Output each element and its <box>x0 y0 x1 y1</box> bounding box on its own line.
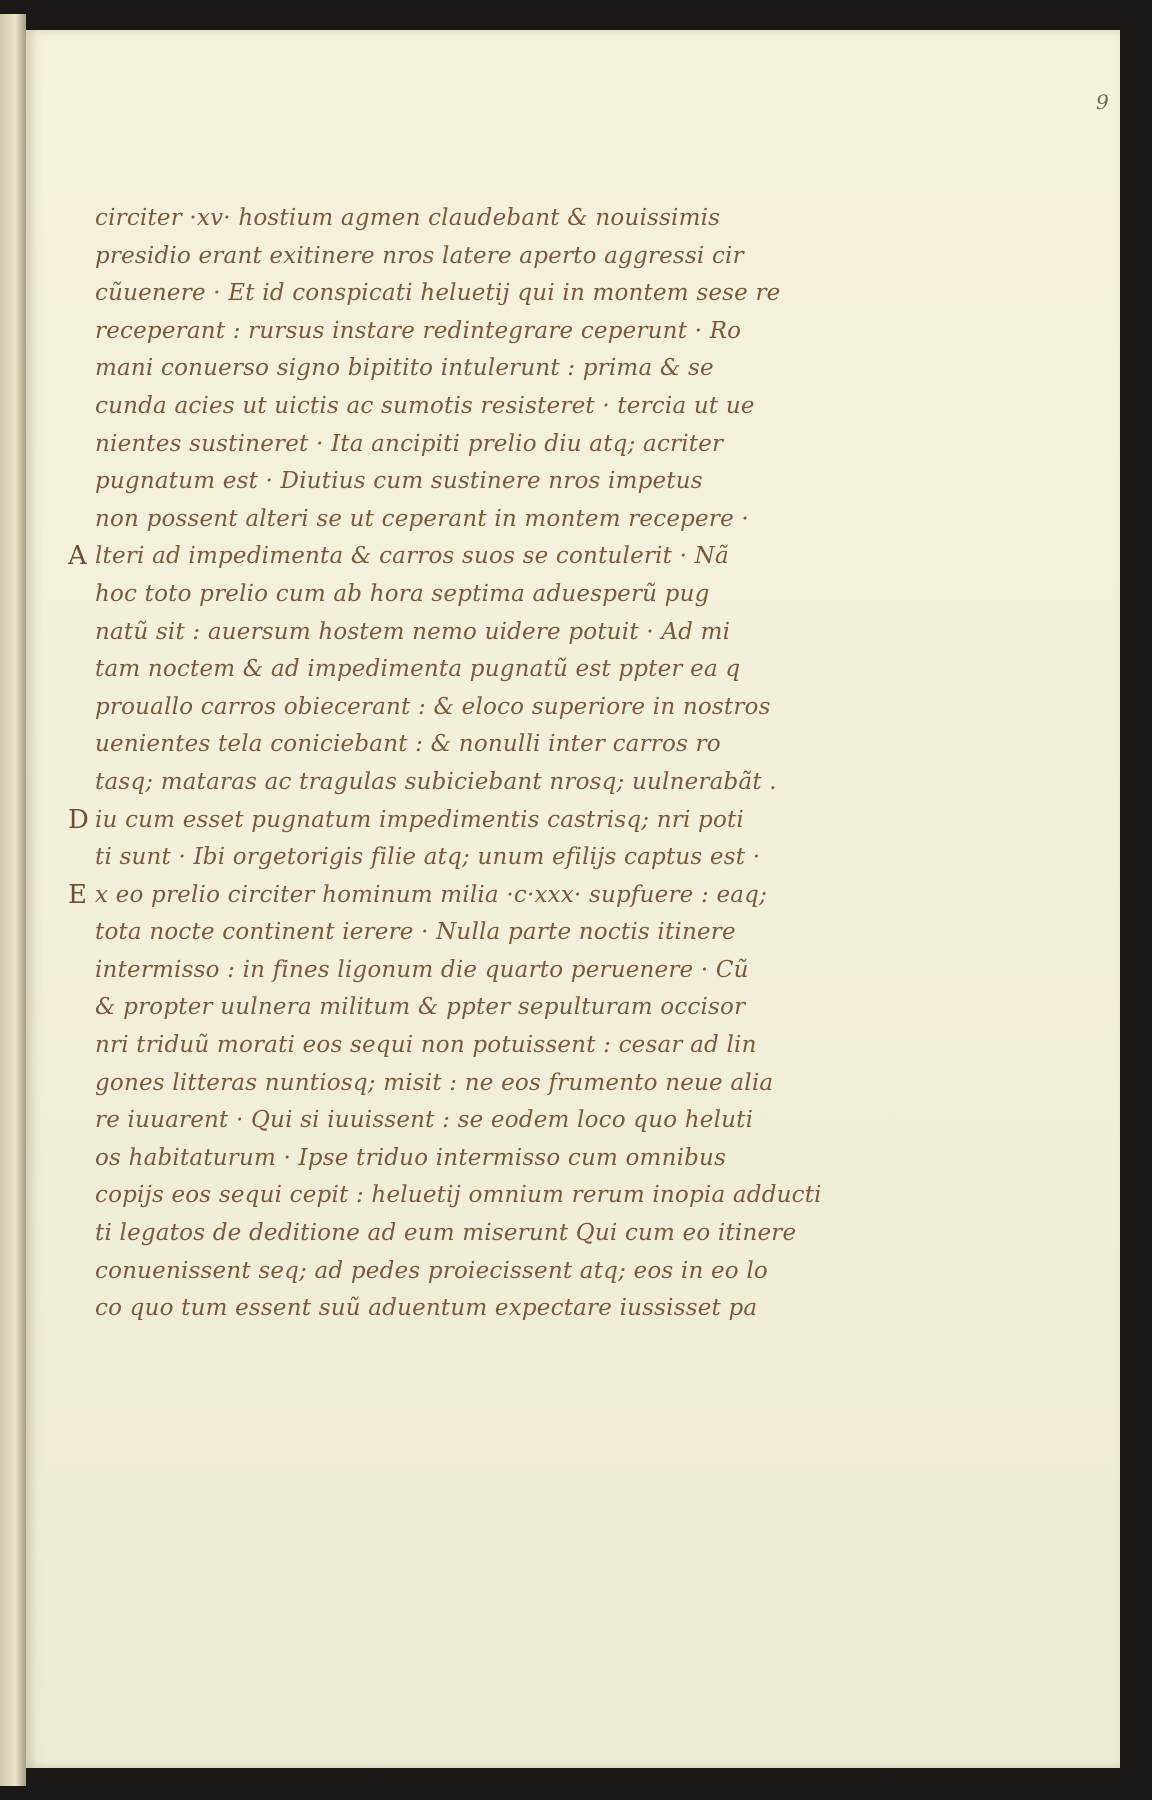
text-line <box>95 952 822 990</box>
line-text: copijs eos sequi cepit : heluetij omnium rerum inopia adducti <box>95 1182 822 1209</box>
text-line <box>95 200 822 238</box>
line-text: uenientes tela coniciebant : & nonulli inter carros ro <box>95 731 721 758</box>
previous-page-edge <box>0 14 26 1786</box>
line-text: gones litteras nuntiosq; misit : ne eos frumento neue alia <box>95 1069 774 1096</box>
text-line <box>68 538 822 576</box>
line-text: iu cum esset pugnatum impedimentis castrisq; nri poti <box>95 806 744 833</box>
line-text: tam noctem & ad impedimenta pugnatũ est ppter ea q <box>95 656 741 683</box>
line-text: os habitaturum · Ipse triduo intermisso cum omnibus <box>95 1144 727 1171</box>
line-text: tasq; mataras ac tragulas subiciebant nrosq; uulnerabãt . <box>95 768 777 795</box>
text-line <box>95 1065 822 1103</box>
text-line <box>95 726 822 764</box>
text-line <box>95 1215 822 1253</box>
line-text: circiter ·xv· hostium agmen claudebant & nouissimis <box>95 205 721 231</box>
text-line <box>95 426 822 464</box>
line-text: prouallo carros obiecerant : & eloco superiore in nostros <box>95 693 771 720</box>
text-line <box>95 1177 822 1215</box>
line-text: presidio erant exitinere nros latere aperto aggressi cir <box>95 242 744 269</box>
line-text: hoc toto prelio cum ab hora septima aduesperũ pug <box>95 580 710 607</box>
text-line <box>95 1102 822 1140</box>
text-line <box>95 275 822 313</box>
text-line <box>68 877 822 915</box>
text-line <box>95 313 822 351</box>
text-line <box>95 576 822 614</box>
text-line <box>95 614 822 652</box>
line-text: cũuenere · Et id conspicati heluetij qui in montem sese re <box>95 280 781 307</box>
line-text: lteri ad impedimenta & carros suos se contulerit · Nã <box>95 543 729 570</box>
line-text: intermisso : in fines ligonum die quarto peruenere · Cũ <box>95 956 749 983</box>
text-line <box>95 501 822 539</box>
line-text: natũ sit : auersum hostem nemo uidere potuit · Ad mi <box>95 618 731 645</box>
line-text: non possent alteri se ut ceperant in montem recepere · <box>95 505 749 532</box>
line-text: x eo prelio circiter hominum milia ·c·xxx· supfuere : eaq; <box>95 881 768 908</box>
text-line <box>95 1253 822 1291</box>
initial-letter: E <box>68 879 88 910</box>
line-text: re iuuarent · Qui si iuuissent : se eodem loco quo heluti <box>95 1107 754 1134</box>
text-line <box>68 802 822 840</box>
line-text: nientes sustineret · Ita ancipiti prelio diu atq; acriter <box>95 430 724 457</box>
text-line <box>95 1290 822 1328</box>
text-line <box>95 1140 822 1178</box>
manuscript-text-block <box>68 200 822 1328</box>
text-line <box>95 350 822 388</box>
text-line <box>95 463 822 501</box>
text-line <box>95 839 822 877</box>
line-text: mani conuerso signo bipitito intulerunt : prima & se <box>95 355 714 382</box>
line-text: conuenissent seq; ad pedes proiecissent atq; eos in eo lo <box>95 1257 768 1284</box>
initial-letter: A <box>68 541 87 572</box>
line-text: receperant : rursus instare redintegrare ceperunt · Ro <box>95 317 742 344</box>
text-line <box>95 238 822 276</box>
line-text: cunda acies ut uictis ac sumotis resisteret · tercia ut ue <box>95 392 755 419</box>
initial-letter: D <box>68 804 90 835</box>
line-text: co quo tum essent suũ aduentum expectare iussisset pa <box>95 1295 758 1322</box>
text-line <box>95 388 822 426</box>
line-text: ti sunt · Ibi orgetorigis filie atq; unum efilijs captus est · <box>95 844 761 871</box>
text-line <box>95 651 822 689</box>
folio-number: 9 <box>1096 90 1109 114</box>
text-line <box>95 764 822 802</box>
line-text: tota nocte continent ierere · Nulla parte noctis itinere <box>95 919 736 946</box>
text-line <box>95 689 822 727</box>
line-text: ti legatos de deditione ad eum miserunt Qui cum eo itinere <box>95 1220 797 1247</box>
text-line <box>95 989 822 1027</box>
text-line <box>95 914 822 952</box>
line-text: nri triduũ morati eos sequi non potuissent : cesar ad lin <box>95 1032 757 1059</box>
line-text: pugnatum est · Diutius cum sustinere nros impetus <box>95 468 703 495</box>
line-text: & propter uulnera militum & ppter sepulturam occisor <box>95 994 746 1021</box>
text-line <box>95 1027 822 1065</box>
